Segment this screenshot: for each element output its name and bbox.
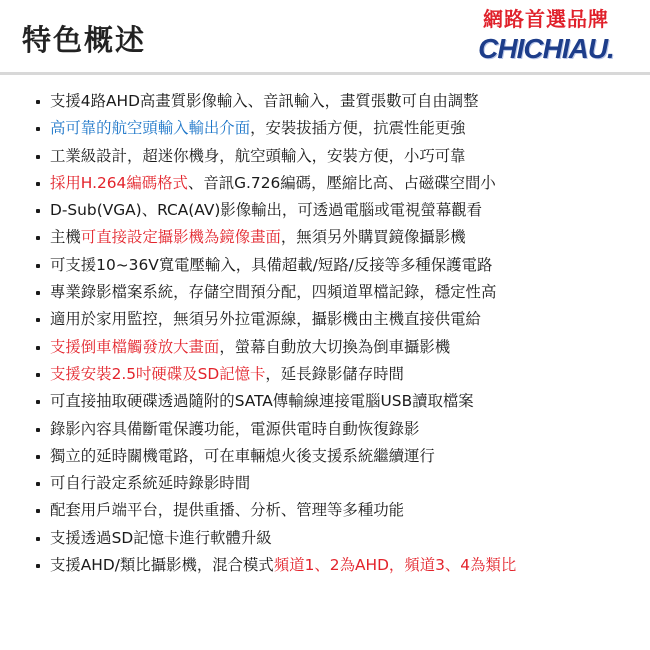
feature-item bbox=[0, 388, 650, 415]
feature-item bbox=[0, 170, 650, 197]
feature-text bbox=[50, 201, 482, 219]
highlighted-text: 支援倒車檔觸發放大畫面 bbox=[50, 337, 220, 356]
feature-text-segment: 支援AHD/類比攝影機，混合模式 bbox=[50, 556, 274, 575]
feature-item bbox=[0, 552, 650, 579]
feature-text-segment: ，無須另外購買鏡像攝影機 bbox=[280, 228, 466, 247]
highlighted-text: 頻道1、2為AHD，頻道3、4為類比 bbox=[273, 556, 517, 575]
feature-item bbox=[0, 525, 650, 552]
feature-text-segment: 主機 bbox=[50, 228, 81, 247]
feature-text bbox=[50, 447, 435, 465]
bullet-icon bbox=[36, 509, 40, 513]
feature-text-segment: 可直接抽取硬碟透過隨附的SATA傳輸線連接電腦USB讀取檔案 bbox=[50, 392, 474, 411]
bullet-icon bbox=[36, 291, 40, 295]
feature-item bbox=[0, 197, 650, 224]
feature-text bbox=[50, 392, 474, 410]
bullet-icon bbox=[36, 537, 40, 541]
feature-text-segment: 獨立的延時關機電路，可在車輛熄火後支援系統繼續運行 bbox=[50, 446, 435, 465]
feature-text-segment: ，延長錄影儲存時間 bbox=[265, 364, 404, 383]
feature-item bbox=[0, 88, 650, 115]
feature-item bbox=[0, 470, 650, 497]
feature-text-segment: 錄影內容具備斷電保護功能，電源供電時自動恢復錄影 bbox=[50, 419, 420, 438]
feature-text-segment: 工業級設計，超迷你機身，航空頭輸入，安裝方便，小巧可靠 bbox=[50, 146, 466, 165]
feature-text-segment: ，安裝拔插方便，抗震性能更強 bbox=[250, 119, 466, 138]
bullet-icon bbox=[36, 182, 40, 186]
feature-text bbox=[50, 420, 419, 438]
feature-text-segment: 配套用戶端平台，提供重播、分析、管理等多種功能 bbox=[50, 501, 404, 520]
page-title: 特色概述 bbox=[22, 23, 147, 57]
feature-text-segment: 可自行設定系統延時錄影時間 bbox=[50, 474, 251, 493]
feature-text-segment: 支援透過SD記憶卡進行軟體升級 bbox=[50, 528, 272, 547]
feature-item bbox=[0, 224, 650, 251]
bullet-icon bbox=[36, 373, 40, 377]
feature-item bbox=[0, 443, 650, 470]
bullet-icon bbox=[36, 236, 40, 240]
feature-text bbox=[50, 338, 450, 356]
bullet-icon bbox=[36, 564, 40, 568]
feature-item bbox=[0, 279, 650, 306]
bullet-icon bbox=[36, 264, 40, 268]
bullet-icon bbox=[36, 100, 40, 104]
feature-text bbox=[50, 501, 404, 519]
brand-block bbox=[456, 6, 636, 68]
header bbox=[0, 0, 650, 80]
feature-text-segment: 專業錄影檔案系統，存儲空間預分配，四頻道單檔記錄，穩定性高 bbox=[50, 283, 497, 302]
bullet-icon bbox=[36, 400, 40, 404]
bullet-icon bbox=[36, 482, 40, 486]
highlighted-text: 採用H.264編碼格式 bbox=[50, 173, 188, 192]
feature-text bbox=[50, 474, 250, 492]
feature-text-segment: D-Sub(VGA)、RCA(AV)影像輸出，可透過電腦或電視螢幕觀看 bbox=[50, 201, 483, 220]
feature-text bbox=[50, 310, 481, 328]
feature-text bbox=[50, 529, 272, 547]
feature-text bbox=[50, 556, 516, 574]
feature-text-segment: 可支援10~36V寬電壓輸入，具備超載/短路/反接等多種保護電路 bbox=[50, 255, 493, 274]
bullet-icon bbox=[36, 209, 40, 213]
feature-text-segment: ，螢幕自動放大切換為倒車攝影機 bbox=[219, 337, 451, 356]
feature-list bbox=[0, 88, 650, 579]
brand-logo: CHICHIAU. bbox=[478, 33, 614, 64]
feature-text bbox=[50, 283, 496, 301]
brand-tagline: 網路首選品牌 bbox=[483, 7, 609, 31]
bullet-icon bbox=[36, 318, 40, 322]
feature-text bbox=[50, 147, 466, 165]
feature-item bbox=[0, 361, 650, 388]
feature-item bbox=[0, 416, 650, 443]
feature-text bbox=[50, 92, 479, 110]
feature-item bbox=[0, 497, 650, 524]
feature-text bbox=[50, 256, 492, 274]
highlighted-text: 支援安裝2.5吋硬碟及SD記憶卡 bbox=[50, 364, 266, 383]
feature-item bbox=[0, 252, 650, 279]
feature-item bbox=[0, 306, 650, 333]
bullet-icon bbox=[36, 155, 40, 159]
feature-text bbox=[50, 119, 466, 137]
feature-item bbox=[0, 143, 650, 170]
header-divider bbox=[0, 72, 650, 75]
highlighted-text: 高可靠的航空頭輸入輸出介面 bbox=[50, 119, 251, 138]
bullet-icon bbox=[36, 346, 40, 350]
feature-text bbox=[50, 365, 404, 383]
feature-text bbox=[50, 174, 496, 192]
feature-text-segment: 適用於家用監控，無須另外拉電源線，攝影機由主機直接供電給 bbox=[50, 310, 481, 329]
feature-item bbox=[0, 115, 650, 142]
feature-text-segment: 支援4路AHD高畫質影像輸入、音訊輸入，畫質張數可自由調整 bbox=[50, 92, 479, 110]
highlighted-text: 可直接設定攝影機為鏡像畫面 bbox=[80, 228, 281, 247]
bullet-icon bbox=[36, 428, 40, 432]
bullet-icon bbox=[36, 127, 40, 131]
feature-text-segment: 、音訊G.726編碼，壓縮比高、占磁碟空間小 bbox=[187, 173, 496, 192]
feature-text bbox=[50, 228, 466, 246]
feature-item bbox=[0, 334, 650, 361]
bullet-icon bbox=[36, 455, 40, 459]
